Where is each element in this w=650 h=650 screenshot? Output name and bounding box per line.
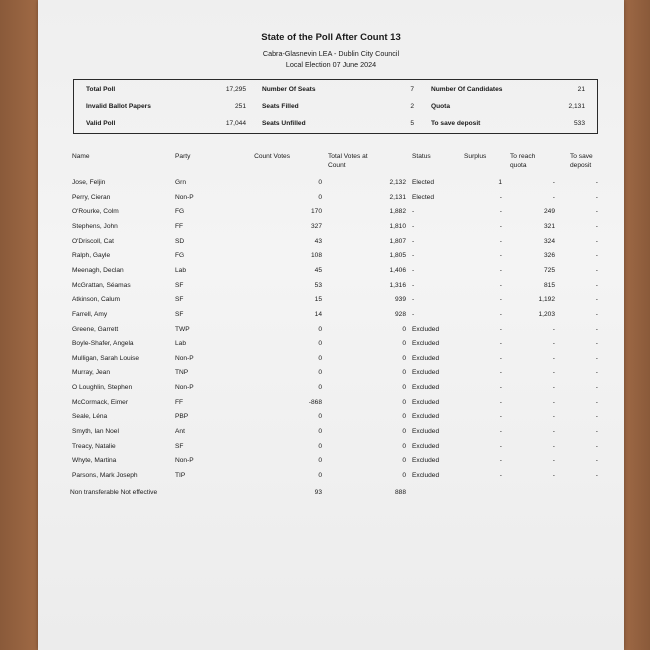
summary-label: Seats Unfilled [262, 120, 306, 127]
candidate-status: Excluded [412, 472, 440, 479]
candidate-name: Farrell, Amy [72, 310, 108, 318]
candidate-party: SF [175, 442, 184, 450]
candidate-status: Excluded [412, 428, 440, 436]
candidate-to-reach-quota: - [552, 472, 555, 479]
table-row [38, 324, 624, 339]
candidate-to-reach-quota: - [552, 325, 555, 333]
candidate-surplus: - [499, 398, 502, 406]
table-row [38, 367, 624, 382]
candidate-party: FG [175, 208, 185, 216]
candidate-count-votes: 0 [318, 457, 322, 465]
candidate-party: FF [175, 398, 184, 406]
candidate-status: - [412, 281, 415, 289]
non-transferable-label: Non transferable Not effective [70, 489, 158, 496]
summary-value: 2,131 [568, 103, 585, 110]
candidate-total-votes: 1,882 [389, 208, 406, 216]
header-surplus: Surplus [464, 153, 487, 160]
candidate-total-votes: 939 [394, 296, 406, 304]
constituency-subtitle: Cabra-Glasnevin LEA - Dublin City Council [262, 49, 400, 58]
candidate-count-votes: -868 [308, 398, 322, 406]
candidate-name: Stephens, John [72, 222, 118, 230]
candidate-status: - [412, 266, 415, 274]
candidate-to-reach-quota: - [552, 179, 555, 186]
non-transferable-total-votes: 888 [394, 489, 406, 496]
table-row [38, 426, 624, 441]
candidate-total-votes: 0 [402, 472, 406, 479]
table-row [38, 411, 624, 426]
candidate-total-votes: 0 [402, 428, 406, 436]
candidate-party: TNP [175, 369, 189, 377]
candidate-to-save-deposit: - [595, 281, 598, 289]
header-to-save-line2: deposit [570, 162, 592, 169]
candidate-name: Meenagh, Declan [72, 266, 124, 274]
candidate-status: - [412, 222, 415, 230]
summary-value: 5 [410, 120, 414, 127]
candidate-to-save-deposit: - [595, 472, 598, 479]
candidate-to-save-deposit: - [595, 442, 598, 450]
candidate-party: Ant [175, 428, 185, 436]
candidate-to-save-deposit: - [595, 384, 598, 392]
candidate-name: Smyth, Ian Noel [72, 428, 119, 436]
candidate-name: Perry, Cieran [72, 193, 111, 201]
candidate-status: Excluded [412, 325, 440, 333]
summary-label: Quota [431, 103, 451, 110]
candidate-surplus: - [499, 340, 502, 348]
table-row [38, 470, 624, 485]
candidate-status: Elected [412, 193, 434, 201]
table-row [38, 265, 624, 280]
candidate-total-votes: 1,807 [389, 237, 406, 245]
summary-row [74, 117, 597, 133]
candidate-name: Boyle-Shafer, Angela [72, 340, 134, 348]
candidate-party: FG [175, 252, 185, 260]
summary-value: 2 [410, 103, 414, 110]
candidate-total-votes: 0 [402, 369, 406, 377]
summary-row [74, 100, 597, 116]
candidate-status: Excluded [412, 354, 440, 362]
candidate-to-save-deposit: - [595, 325, 598, 333]
candidate-total-votes: 928 [394, 310, 406, 318]
candidate-to-save-deposit: - [595, 266, 598, 274]
candidate-name: McCormack, Eimer [72, 398, 129, 406]
candidate-status: - [412, 310, 415, 318]
table-row [38, 221, 624, 236]
candidate-to-reach-quota: - [552, 384, 555, 392]
candidate-name: Treacy, Natalie [72, 442, 116, 450]
candidate-to-reach-quota: - [552, 413, 555, 421]
candidate-count-votes: 0 [318, 442, 322, 450]
non-transferable-row [38, 489, 624, 503]
candidate-total-votes: 0 [402, 384, 406, 392]
candidate-to-reach-quota: 1,203 [538, 310, 555, 318]
candidate-count-votes: 53 [314, 281, 322, 289]
candidate-to-reach-quota: - [552, 340, 555, 348]
header-party: Party [175, 153, 191, 160]
candidate-to-save-deposit: - [595, 208, 598, 216]
summary-value: 533 [573, 120, 585, 127]
candidate-surplus: - [499, 296, 502, 304]
summary-label: To save deposit [431, 120, 481, 127]
header-to-reach-line1: To reach [510, 153, 536, 160]
candidate-total-votes: 1,316 [389, 281, 406, 289]
candidate-surplus: - [499, 237, 502, 245]
candidate-to-save-deposit: - [595, 310, 598, 318]
table-header [38, 152, 624, 176]
candidate-count-votes: 15 [314, 296, 322, 304]
candidate-total-votes: 0 [402, 442, 406, 450]
candidate-party: Lab [175, 340, 187, 348]
candidate-party: Grn [175, 179, 186, 186]
candidate-count-votes: 43 [314, 237, 322, 245]
candidate-to-save-deposit: - [595, 252, 598, 260]
candidate-count-votes: 0 [318, 325, 322, 333]
summary-label: Number Of Candidates [431, 86, 503, 93]
candidate-status: Excluded [412, 413, 440, 421]
table-row [38, 192, 624, 207]
candidate-count-votes: 0 [318, 179, 322, 186]
candidate-count-votes: 14 [314, 310, 322, 318]
candidate-count-votes: 170 [310, 208, 322, 216]
candidate-name: McGrattan, Séamas [72, 281, 131, 289]
candidate-count-votes: 327 [310, 222, 322, 230]
candidate-to-reach-quota: 1,192 [538, 296, 555, 304]
candidate-total-votes: 0 [402, 398, 406, 406]
candidate-status: Excluded [412, 384, 440, 392]
candidate-total-votes: 0 [402, 413, 406, 421]
table-row [38, 397, 624, 412]
candidate-status: - [412, 252, 415, 260]
candidate-surplus: - [499, 310, 502, 318]
candidate-to-save-deposit: - [595, 340, 598, 348]
header-to-reach-quota [510, 152, 535, 170]
header-to-save-deposit [570, 152, 593, 170]
candidate-count-votes: 0 [318, 354, 322, 362]
candidate-count-votes: 0 [318, 340, 322, 348]
non-transferable-count-votes: 93 [314, 489, 322, 496]
candidate-name: Mulligan, Sarah Louise [72, 354, 140, 362]
election-date-subtitle: Local Election 07 June 2024 [285, 60, 377, 69]
candidate-surplus: - [499, 325, 502, 333]
candidate-to-reach-quota: - [552, 369, 555, 377]
candidate-party: Lab [175, 266, 187, 274]
candidate-status: Excluded [412, 369, 440, 377]
header-count-votes: Count Votes [254, 153, 290, 160]
candidate-surplus: - [499, 369, 502, 377]
candidate-surplus: - [499, 413, 502, 421]
header-status: Status [412, 153, 431, 160]
candidate-party: Non-P [175, 384, 194, 392]
header-total-votes [328, 152, 368, 170]
candidate-total-votes: 0 [402, 340, 406, 348]
candidate-count-votes: 108 [310, 252, 322, 260]
candidate-to-save-deposit: - [595, 398, 598, 406]
candidate-surplus: - [499, 472, 502, 479]
candidate-to-save-deposit: - [595, 369, 598, 377]
candidate-to-reach-quota: 815 [543, 281, 555, 289]
summary-value: 17,295 [225, 86, 246, 93]
candidate-surplus: - [499, 281, 502, 289]
candidate-count-votes: 0 [318, 428, 322, 436]
candidate-to-reach-quota: - [552, 193, 555, 201]
candidate-count-votes: 45 [314, 266, 322, 274]
candidate-total-votes: 1,406 [389, 266, 406, 274]
table-row [38, 338, 624, 353]
candidate-total-votes: 1,805 [389, 252, 406, 260]
summary-label: Valid Poll [86, 120, 116, 127]
candidate-to-save-deposit: - [595, 193, 598, 201]
candidate-to-save-deposit: - [595, 354, 598, 362]
summary-label: Seats Filled [262, 103, 299, 110]
candidate-party: Non-P [175, 193, 194, 201]
candidate-to-reach-quota: - [552, 442, 555, 450]
table-row [38, 382, 624, 397]
candidate-to-reach-quota: 324 [543, 237, 555, 245]
candidate-count-votes: 0 [318, 472, 322, 479]
header-total-votes-line2: Count [328, 162, 346, 169]
candidate-surplus: - [499, 193, 502, 201]
candidate-party: SF [175, 310, 184, 318]
candidate-to-reach-quota: 725 [543, 266, 555, 274]
candidate-to-save-deposit: - [595, 296, 598, 304]
candidate-name: Parsons, Mark Joseph [72, 472, 138, 479]
candidate-to-save-deposit: - [595, 237, 598, 245]
summary-box [73, 79, 598, 134]
candidate-name: O Loughlin, Stephen [72, 384, 133, 392]
candidate-party: TWP [175, 325, 190, 333]
candidate-to-save-deposit: - [595, 457, 598, 465]
candidate-name: O'Rourke, Colm [72, 208, 119, 216]
candidate-to-save-deposit: - [595, 413, 598, 421]
candidate-total-votes: 0 [402, 457, 406, 465]
table-row [38, 280, 624, 295]
candidate-name: Ralph, Gayle [72, 252, 111, 260]
candidate-to-save-deposit: - [595, 428, 598, 436]
table-row [38, 206, 624, 221]
candidate-surplus: - [499, 457, 502, 465]
candidate-to-reach-quota: 326 [543, 252, 555, 260]
candidate-to-save-deposit: - [595, 222, 598, 230]
candidate-name: Seale, Léna [72, 413, 108, 421]
candidate-total-votes: 0 [402, 325, 406, 333]
candidate-total-votes: 2,132 [389, 179, 406, 186]
candidate-party: Non-P [175, 354, 194, 362]
candidate-to-reach-quota: 249 [543, 208, 555, 216]
candidate-party: SF [175, 296, 184, 304]
summary-label: Invalid Ballot Papers [86, 103, 151, 110]
header-to-save-line1: To save [570, 153, 593, 160]
candidate-status: - [412, 208, 415, 216]
candidate-to-reach-quota: - [552, 428, 555, 436]
table-row [38, 441, 624, 456]
candidate-to-save-deposit: - [595, 179, 598, 186]
summary-value: 17,044 [225, 120, 246, 127]
candidate-count-votes: 0 [318, 193, 322, 201]
candidate-party: FF [175, 222, 184, 230]
candidate-surplus: - [499, 222, 502, 230]
candidate-party: Non-P [175, 457, 194, 465]
summary-label: Number Of Seats [262, 86, 316, 93]
candidate-name: Greene, Garrett [72, 325, 119, 333]
candidate-count-votes: 0 [318, 369, 322, 377]
candidate-surplus: - [499, 354, 502, 362]
summary-label: Total Poll [86, 86, 116, 93]
candidate-status: - [412, 296, 415, 304]
candidate-status: Elected [412, 179, 434, 186]
candidate-name: Jose, Feljin [72, 179, 106, 186]
candidate-surplus: - [499, 384, 502, 392]
summary-value: 21 [577, 86, 585, 93]
candidate-name: Whyte, Martina [72, 457, 117, 465]
candidate-party: PBP [175, 413, 189, 421]
candidate-surplus: - [499, 442, 502, 450]
candidate-status: Excluded [412, 442, 440, 450]
table-row [38, 353, 624, 368]
candidate-party: SF [175, 281, 184, 289]
summary-value: 251 [234, 103, 246, 110]
candidate-surplus: - [499, 266, 502, 274]
candidate-surplus: - [499, 252, 502, 260]
results-sheet [38, 0, 624, 650]
candidate-total-votes: 2,131 [389, 193, 406, 201]
page-title: State of the Poll After Count 13 [261, 32, 401, 43]
candidate-status: Excluded [412, 398, 440, 406]
candidate-count-votes: 0 [318, 384, 322, 392]
candidate-to-reach-quota: - [552, 354, 555, 362]
candidate-status: - [412, 237, 415, 245]
header-total-votes-line1: Total Votes at [328, 153, 368, 160]
candidate-name: O'Driscoll, Cat [72, 237, 114, 245]
candidate-to-reach-quota: - [552, 457, 555, 465]
summary-row [74, 83, 597, 99]
candidate-surplus: 1 [498, 179, 502, 186]
header-to-reach-line2: quota [510, 162, 527, 169]
table-row [38, 236, 624, 251]
table-row [38, 250, 624, 265]
table-row [38, 294, 624, 309]
table-row [38, 455, 624, 470]
candidate-status: Excluded [412, 340, 440, 348]
candidate-count-votes: 0 [318, 413, 322, 421]
candidate-party: TIP [175, 472, 186, 479]
table-row [38, 177, 624, 192]
candidate-total-votes: 0 [402, 354, 406, 362]
candidate-total-votes: 1,810 [389, 222, 406, 230]
summary-value: 7 [410, 86, 414, 93]
candidate-to-reach-quota: 321 [543, 222, 555, 230]
candidate-surplus: - [499, 208, 502, 216]
header-name: Name [72, 153, 90, 160]
candidate-party: SD [175, 237, 185, 245]
candidate-to-reach-quota: - [552, 398, 555, 406]
candidate-surplus: - [499, 428, 502, 436]
candidate-status: Excluded [412, 457, 440, 465]
table-row [38, 309, 624, 324]
candidate-name: Atkinson, Calum [72, 296, 121, 304]
candidate-name: Murray, Jean [72, 369, 110, 377]
